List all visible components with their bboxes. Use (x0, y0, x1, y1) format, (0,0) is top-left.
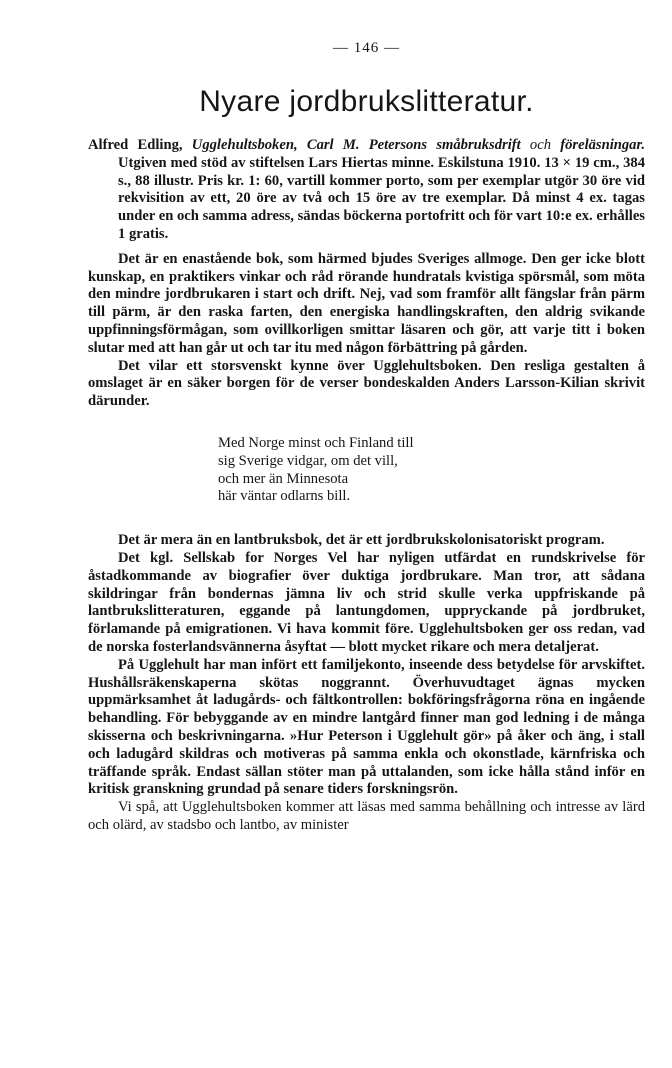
conjunction: och (529, 137, 551, 153)
paragraph-5: På Ugglehult har man infört ett familjekonto, inseende dess betydelse för arvskiftet. Hushållsräkenskaperna skötas noggrannt. Överhuvudtaget ägnas mycken uppmärksamhet åt ladugårds- och fältkontrollen: bokföringsfrågorna röna en ingående behandling. För bebyggande av en mindre lantgård finner man god ledning i de många skisserna och beskrivningarna. »Hur Peterson i Ugglehult gör» på åker och äng, i stall och ladugård skildras och motiveras på samma enkla och okonstlade, kärnfriska och träffande språk. Endast sällan stöter man på uttalanden, som icke hålla stånd inför en kritisk granskning grundad på senare tiders forskningsrön. (88, 656, 645, 798)
book-page (88, 40, 645, 835)
bibliographic-entry (88, 137, 645, 244)
poem-quote (218, 435, 645, 506)
article-title: Nyare jordbrukslitteratur. (199, 85, 534, 118)
poem-line-2: sig Sverige vidgar, om det vill, (218, 452, 398, 469)
paragraph-2: Det vilar ett storsvenskt kynne över Ugglehultsboken. Den resliga gestalten å omslaget är en säker borgen för de verser bondeskalden Anders Larsson-Kilian skrivit därunder. (88, 357, 645, 410)
paragraph-4: Det kgl. Sellskab for Norges Vel har nyligen utfärdat en rundskrivelse för åstadkommande av biografier över duktiga jordbrukare. Man tror, att sådana skildringar från bondernas jämna liv och strid skulle verka uppfriskande på lantbrukslitteraturen, eggande på lantungdomen, uppryckande på jordbruket, förlamande på emigrationen. Vi hava kommit före. Ugglehultsboken ger oss redan, vad de norska fosterlandsvännerna åsyftat — blott mycket rikare och mera detaljerat. (88, 549, 645, 655)
poem-line-4: här väntar odlarns bill. (218, 488, 351, 505)
book-title: Ugglehultsboken, Carl M. Petersons småbruksdrift (191, 137, 521, 153)
page-number: — 146 — (333, 40, 400, 56)
book-author: Alfred Edling, (88, 137, 183, 153)
book-subtitle: föreläsningar. (560, 137, 645, 153)
poem-line-1: Med Norge minst och Finland till (218, 434, 414, 451)
publication-details: Utgiven med stöd av stiftelsen Lars Hiertas minne. Eskilstuna 1910. 13 × 19 cm., 384 s., 88 illustr. Pris kr. 1: 60, vartill kommer porto, som per exemplar utgör 30 öre vid rekvisition av ett, 20 öre av två och 15 öre av tre exemplar. Då minst 4 ex. tagas under en och samma adress, sändas böckerna portofritt och för vart 10:e ex. erhålles 1 gratis. (118, 154, 645, 242)
poem-line-3: och mer än Minnesota (218, 470, 349, 487)
paragraph-1: Det är en enastående bok, som härmed bjudes Sveriges allmoge. Den ger icke blott kunskap, en praktikers vinkar och råd rörande hundratals kvistiga spörsmål, som möta den mindre jordbrukaren i start och drift. Nej, vad som framför allt fängslar från pärm till pärm, är den raska farten, den energiska handlingskraften, den aldrig svikande uppfinningsförmågan, som ovillkorligen smittar läsaren och gör, att varje titt i boken slutar med att han går ut och tar itu med någon förbättring på gården. (88, 250, 645, 356)
paragraph-3: Det är mera än en lantbruksbok, det är ett jordbrukskolonisatoriskt program. (118, 532, 605, 549)
paragraph-6: Vi spå, att Ugglehultsboken kommer att läsas med samma behållning och intresse av lärd och olärd, av stadsbo och lantbo, av minister (88, 799, 645, 833)
